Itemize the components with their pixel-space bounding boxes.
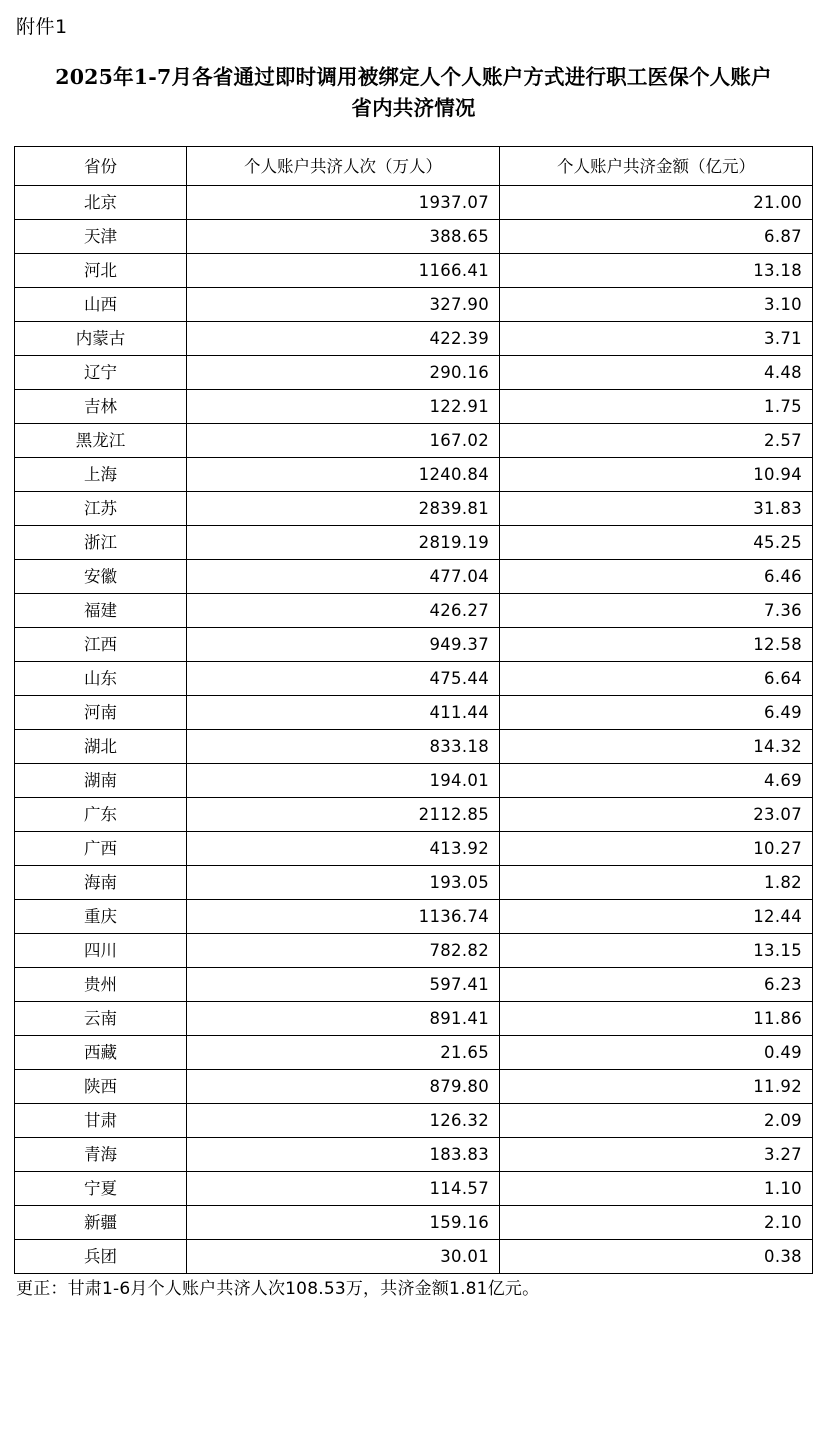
cell-province: 江苏 (15, 492, 187, 526)
table-row (15, 186, 813, 220)
cell-visits: 949.37 (187, 628, 500, 662)
table-row (15, 662, 813, 696)
cell-amount: 4.69 (500, 764, 813, 798)
cell-province: 海南 (15, 866, 187, 900)
cell-province: 广东 (15, 798, 187, 832)
table-row (15, 526, 813, 560)
page-title: 2025年1-7月各省通过即时调用被绑定人个人账户方式进行职工医保个人账户省内共济情况 (55, 65, 772, 120)
table-row (15, 1138, 813, 1172)
cell-province: 新疆 (15, 1206, 187, 1240)
cell-amount: 12.58 (500, 628, 813, 662)
cell-visits: 2819.19 (187, 526, 500, 560)
table-row (15, 900, 813, 934)
cell-province: 四川 (15, 934, 187, 968)
cell-visits: 833.18 (187, 730, 500, 764)
table-row (15, 322, 813, 356)
cell-province: 辽宁 (15, 356, 187, 390)
table-row (15, 968, 813, 1002)
table-row (15, 288, 813, 322)
cell-amount: 21.00 (500, 186, 813, 220)
table-row (15, 1104, 813, 1138)
table-row (15, 730, 813, 764)
table-body (15, 186, 813, 1274)
table-row (15, 1172, 813, 1206)
cell-amount: 6.23 (500, 968, 813, 1002)
cell-province: 河南 (15, 696, 187, 730)
cell-amount: 1.75 (500, 390, 813, 424)
table-row (15, 1002, 813, 1036)
cell-amount: 31.83 (500, 492, 813, 526)
cell-amount: 13.18 (500, 254, 813, 288)
cell-province: 贵州 (15, 968, 187, 1002)
column-header-visits: 个人账户共济人次（万人） (187, 147, 500, 186)
cell-province: 天津 (15, 220, 187, 254)
cell-province: 湖北 (15, 730, 187, 764)
cell-amount: 10.27 (500, 832, 813, 866)
table-row (15, 764, 813, 798)
cell-visits: 388.65 (187, 220, 500, 254)
cell-visits: 114.57 (187, 1172, 500, 1206)
cell-visits: 475.44 (187, 662, 500, 696)
cell-amount: 7.36 (500, 594, 813, 628)
cell-visits: 159.16 (187, 1206, 500, 1240)
table-row (15, 424, 813, 458)
cell-province: 山西 (15, 288, 187, 322)
table-row (15, 254, 813, 288)
cell-visits: 2112.85 (187, 798, 500, 832)
cell-visits: 597.41 (187, 968, 500, 1002)
cell-province: 山东 (15, 662, 187, 696)
cell-amount: 1.10 (500, 1172, 813, 1206)
cell-visits: 1166.41 (187, 254, 500, 288)
cell-province: 陕西 (15, 1070, 187, 1104)
cell-visits: 411.44 (187, 696, 500, 730)
cell-visits: 422.39 (187, 322, 500, 356)
table-row (15, 390, 813, 424)
cell-visits: 193.05 (187, 866, 500, 900)
column-header-amount: 个人账户共济金额（亿元） (500, 147, 813, 186)
cell-amount: 3.10 (500, 288, 813, 322)
attachment-label: 附件1 (16, 16, 68, 38)
column-header-province: 省份 (15, 147, 187, 186)
cell-amount: 2.09 (500, 1104, 813, 1138)
cell-amount: 10.94 (500, 458, 813, 492)
cell-amount: 11.92 (500, 1070, 813, 1104)
table-row (15, 1206, 813, 1240)
table-row (15, 1240, 813, 1274)
cell-amount: 45.25 (500, 526, 813, 560)
cell-visits: 122.91 (187, 390, 500, 424)
cell-amount: 12.44 (500, 900, 813, 934)
table-row (15, 696, 813, 730)
table-row (15, 1070, 813, 1104)
table-row (15, 866, 813, 900)
table-row (15, 1036, 813, 1070)
table-row (15, 798, 813, 832)
table-row (15, 220, 813, 254)
cell-visits: 21.65 (187, 1036, 500, 1070)
cell-province: 浙江 (15, 526, 187, 560)
cell-visits: 327.90 (187, 288, 500, 322)
cell-amount: 3.71 (500, 322, 813, 356)
cell-visits: 30.01 (187, 1240, 500, 1274)
cell-amount: 11.86 (500, 1002, 813, 1036)
table-row (15, 458, 813, 492)
table-row (15, 628, 813, 662)
cell-visits: 183.83 (187, 1138, 500, 1172)
cell-amount: 23.07 (500, 798, 813, 832)
cell-province: 广西 (15, 832, 187, 866)
cell-visits: 782.82 (187, 934, 500, 968)
cell-province: 北京 (15, 186, 187, 220)
cell-province: 兵团 (15, 1240, 187, 1274)
cell-visits: 2839.81 (187, 492, 500, 526)
table-row (15, 356, 813, 390)
table-row (15, 492, 813, 526)
cell-amount: 2.57 (500, 424, 813, 458)
cell-visits: 126.32 (187, 1104, 500, 1138)
cell-visits: 1240.84 (187, 458, 500, 492)
cell-province: 黑龙江 (15, 424, 187, 458)
cell-visits: 426.27 (187, 594, 500, 628)
cell-province: 吉林 (15, 390, 187, 424)
data-table (14, 146, 813, 1274)
cell-province: 福建 (15, 594, 187, 628)
cell-province: 重庆 (15, 900, 187, 934)
cell-province: 上海 (15, 458, 187, 492)
cell-amount: 6.49 (500, 696, 813, 730)
cell-amount: 0.38 (500, 1240, 813, 1274)
footnote: 更正：甘肃1-6月个人账户共济人次108.53万，共济金额1.81亿元。 (16, 1279, 540, 1299)
cell-amount: 0.49 (500, 1036, 813, 1070)
cell-amount: 3.27 (500, 1138, 813, 1172)
cell-amount: 4.48 (500, 356, 813, 390)
cell-visits: 194.01 (187, 764, 500, 798)
cell-amount: 1.82 (500, 866, 813, 900)
cell-province: 湖南 (15, 764, 187, 798)
cell-visits: 1937.07 (187, 186, 500, 220)
cell-province: 河北 (15, 254, 187, 288)
cell-province: 宁夏 (15, 1172, 187, 1206)
table-header-row (15, 147, 813, 186)
cell-province: 西藏 (15, 1036, 187, 1070)
cell-province: 青海 (15, 1138, 187, 1172)
table-row (15, 832, 813, 866)
cell-province: 甘肃 (15, 1104, 187, 1138)
table-row (15, 594, 813, 628)
cell-amount: 6.87 (500, 220, 813, 254)
cell-province: 云南 (15, 1002, 187, 1036)
table-row (15, 934, 813, 968)
cell-visits: 879.80 (187, 1070, 500, 1104)
cell-province: 安徽 (15, 560, 187, 594)
cell-amount: 13.15 (500, 934, 813, 968)
cell-visits: 891.41 (187, 1002, 500, 1036)
cell-amount: 6.46 (500, 560, 813, 594)
cell-visits: 477.04 (187, 560, 500, 594)
cell-province: 江西 (15, 628, 187, 662)
cell-visits: 1136.74 (187, 900, 500, 934)
cell-visits: 167.02 (187, 424, 500, 458)
cell-visits: 290.16 (187, 356, 500, 390)
cell-visits: 413.92 (187, 832, 500, 866)
cell-province: 内蒙古 (15, 322, 187, 356)
cell-amount: 14.32 (500, 730, 813, 764)
table-row (15, 560, 813, 594)
cell-amount: 2.10 (500, 1206, 813, 1240)
cell-amount: 6.64 (500, 662, 813, 696)
